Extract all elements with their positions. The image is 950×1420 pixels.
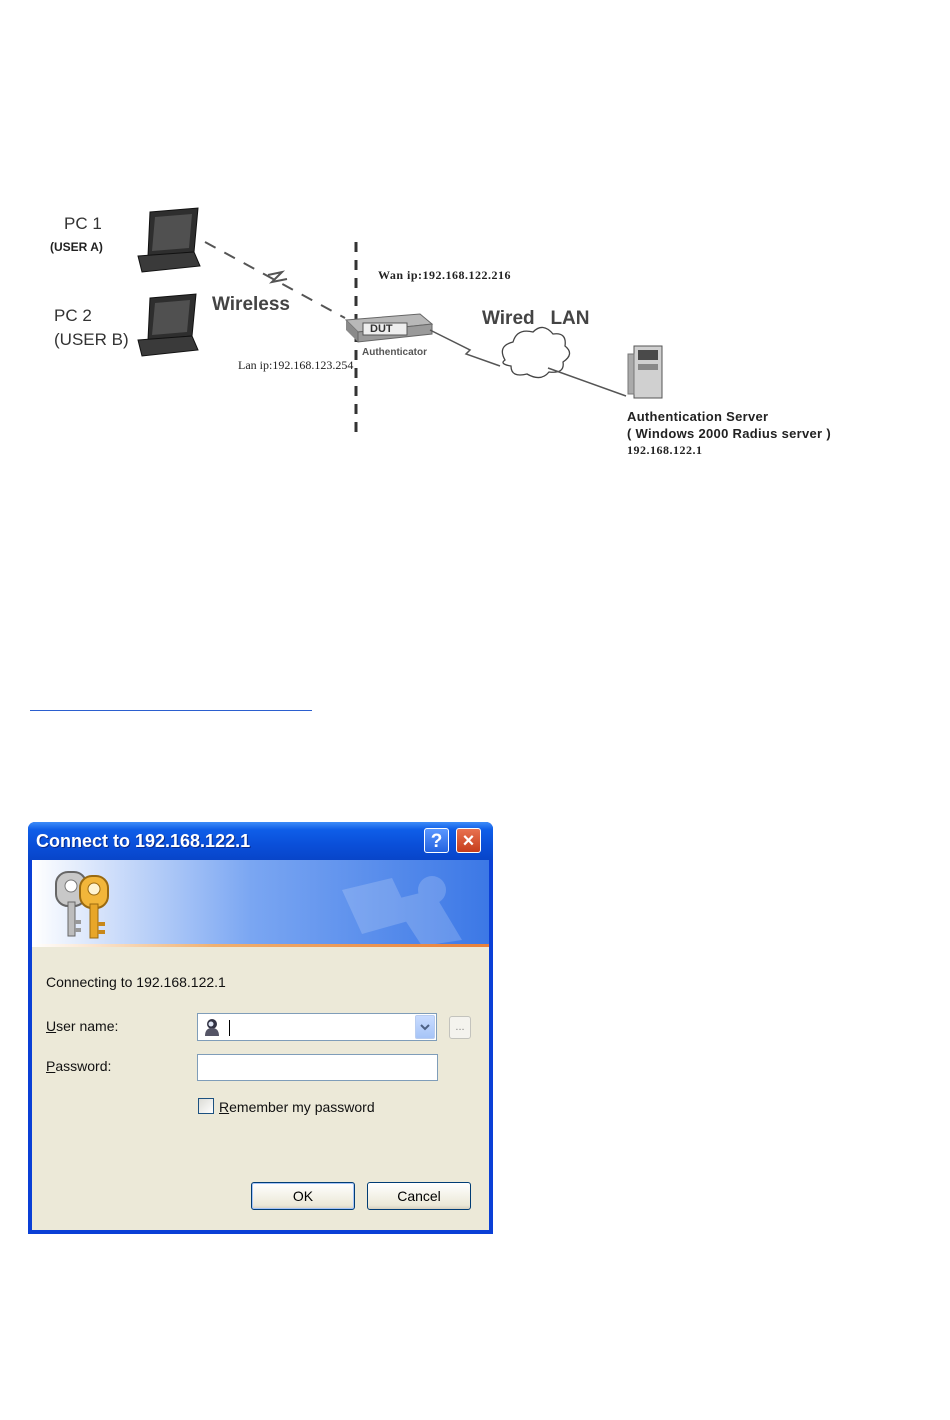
cancel-button[interactable]: Cancel (367, 1182, 471, 1210)
help-button[interactable]: ? (424, 828, 449, 853)
authenticator-label: Authenticator (362, 347, 427, 358)
document-link[interactable] (30, 694, 312, 711)
dialog-body (32, 860, 489, 1230)
text-cursor (229, 1020, 230, 1036)
chevron-down-icon (416, 1016, 434, 1038)
remember-password-checkbox[interactable] (198, 1098, 214, 1114)
server-ip-label: 192.168.122.1 (627, 443, 703, 457)
dut-label: DUT (370, 323, 393, 335)
remember-password-label[interactable] (219, 1099, 375, 1115)
username-label (46, 1018, 118, 1034)
remember-label-accesskey: R (219, 1099, 230, 1115)
banner-divider (32, 944, 489, 947)
username-label-accesskey: U (46, 1018, 57, 1034)
lan-ip-label: Lan ip:192.168.123.254 (238, 358, 354, 372)
keys-icon (56, 872, 108, 938)
password-label (46, 1058, 111, 1074)
user-icon (203, 1018, 221, 1036)
dialog-title: Connect to 192.168.122.1 (36, 831, 251, 851)
wired-lan-label: Wired LAN (482, 308, 590, 329)
username-label-text: ser name: (56, 1018, 119, 1034)
close-button[interactable]: × (456, 828, 481, 853)
server-title: Authentication Server (627, 409, 769, 424)
dialog-banner (32, 860, 489, 946)
network-diagram (0, 190, 950, 480)
wireless-label: Wireless (212, 294, 290, 315)
password-label-accesskey: P (46, 1058, 56, 1074)
browse-button[interactable]: ... (449, 1016, 471, 1039)
server-subtitle: ( Windows 2000 Radius server ) (627, 426, 831, 441)
username-dropdown-button[interactable] (415, 1015, 435, 1039)
connecting-text: Connecting to 192.168.122.1 (46, 974, 226, 990)
pc2-user-label: (USER B) (54, 330, 129, 349)
username-input[interactable] (197, 1013, 437, 1041)
password-label-text: assword: (55, 1058, 112, 1074)
remember-label-text: emember my password (229, 1099, 375, 1115)
laptop-pc1-icon (138, 208, 200, 272)
cloud-icon (502, 327, 569, 377)
server-icon (628, 346, 662, 398)
wan-ip-label: Wan ip:192.168.122.216 (378, 268, 512, 282)
dialog-titlebar[interactable] (28, 822, 493, 860)
pc2-label: PC 2 (54, 306, 92, 325)
laptop-pc2-icon (138, 294, 198, 356)
ok-button[interactable]: OK (251, 1182, 355, 1210)
pc1-user-label: (USER A) (50, 240, 103, 254)
connect-dialog (28, 822, 493, 1234)
password-input[interactable] (197, 1054, 438, 1081)
pc1-label: PC 1 (64, 214, 102, 233)
